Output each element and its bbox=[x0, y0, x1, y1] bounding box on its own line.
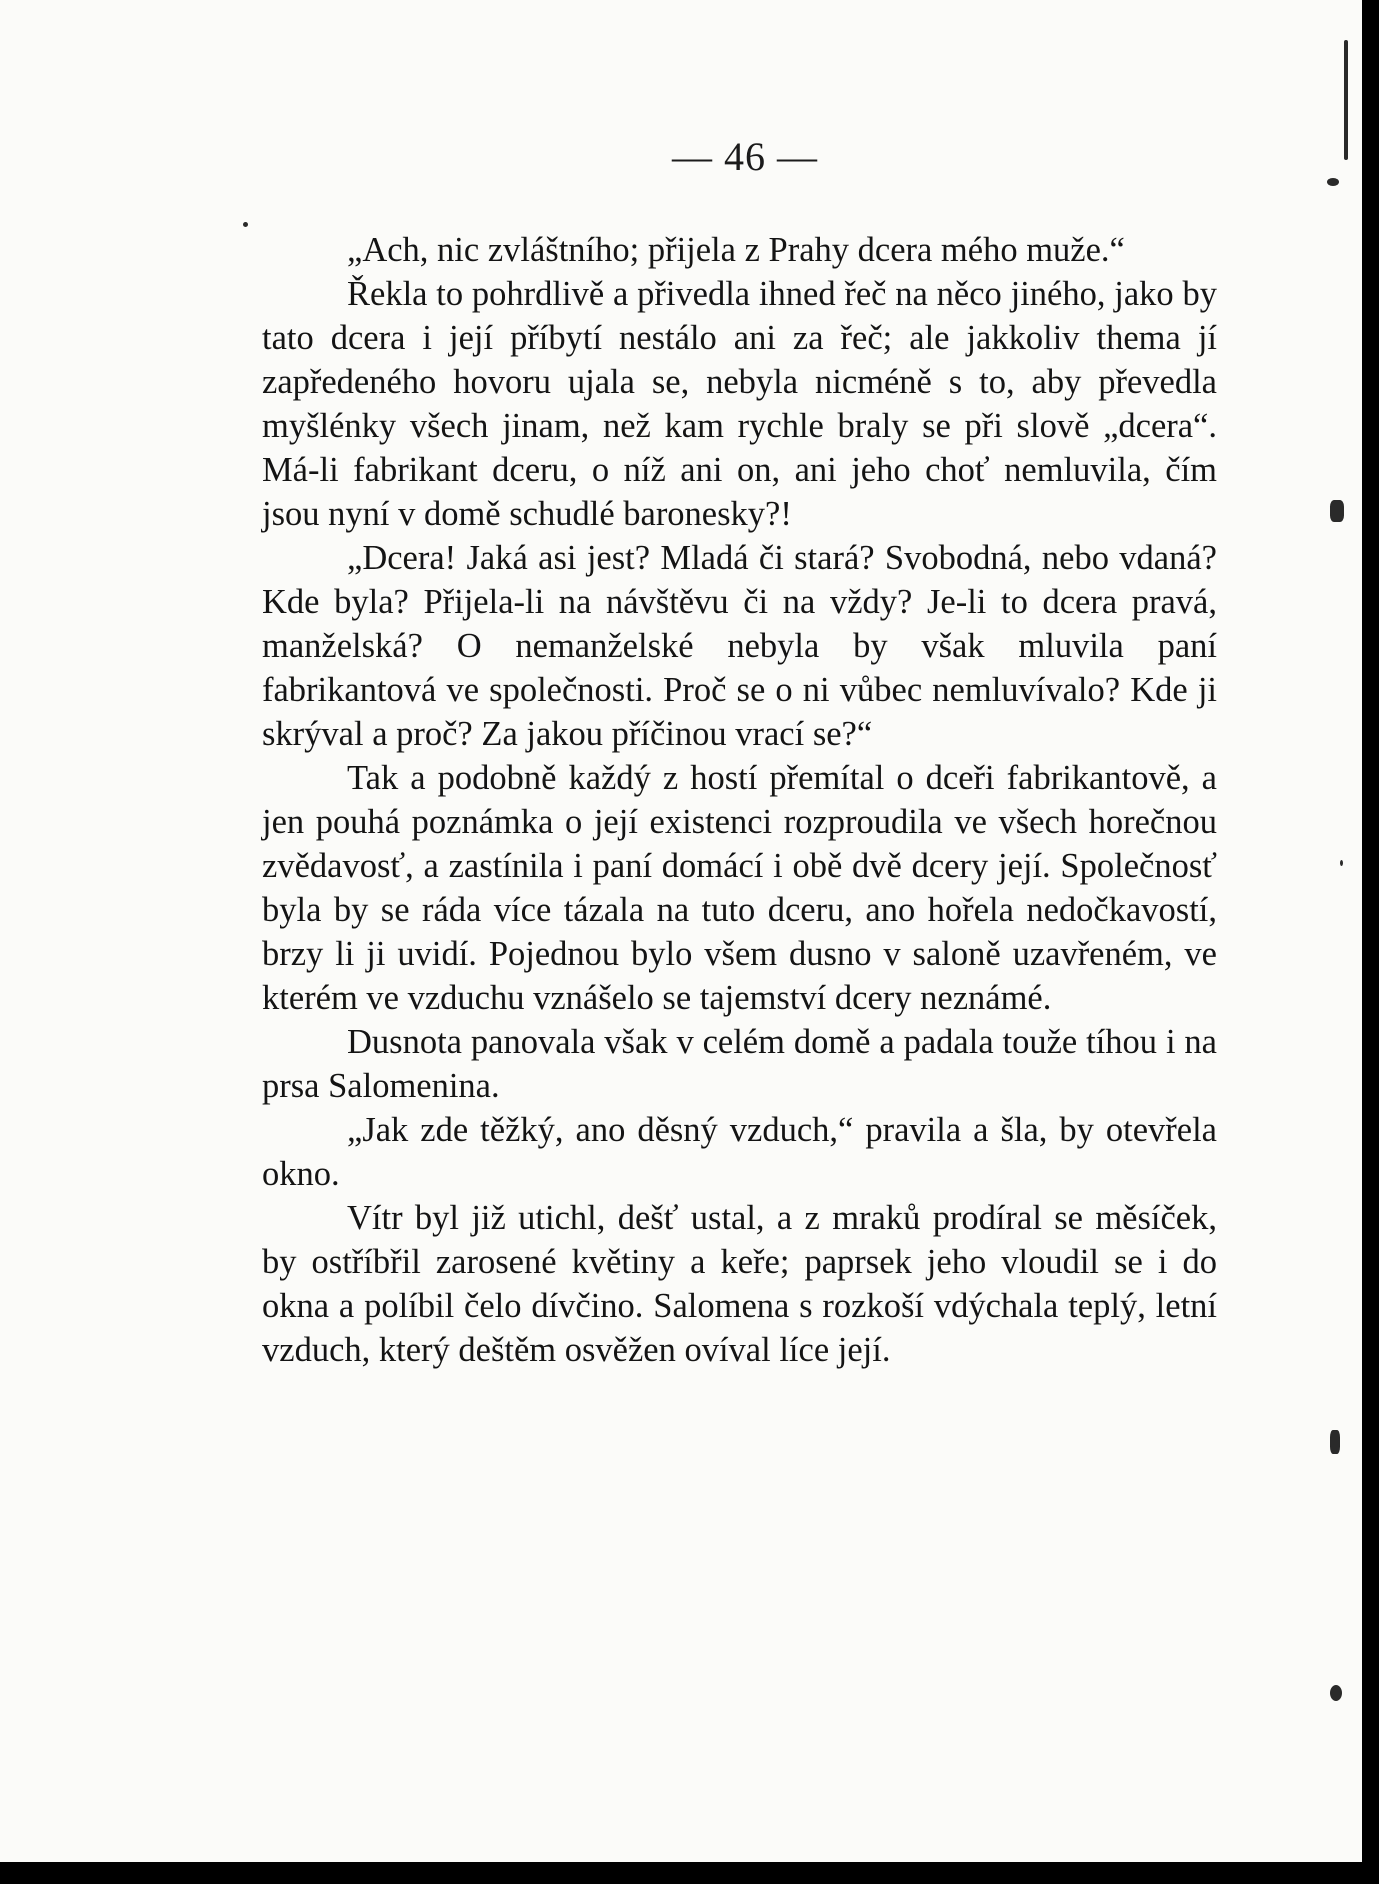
paragraph-3: „Dcera! Jaká asi jest? Mladá či stará? Svobodná, nebo vdaná? Kde byla? Přijela-li na návštěvu či na vždy? Je-li to dcera pravá, manželská? O nemanželské nebyla by však mluvila paní fabrikantová ve společnosti. Proč se o ni vůbec nemluvívalo? Kde ji skrýval a proč? Za jakou příčinou vrací se?“ bbox=[262, 539, 1217, 753]
paragraph-1: „Ach, nic zvláštního; přijela z Prahy dcera mého muže.“ bbox=[347, 231, 1125, 269]
scan-speck bbox=[1340, 860, 1343, 866]
scan-speck bbox=[1330, 500, 1344, 522]
scan-speck bbox=[1327, 178, 1339, 186]
paragraph-7: Vítr byl již utichl, dešť ustal, a z mraků prodíral se měsíček, by ostříbřil zarosené květiny a keře; paprsek jeho vloudil se i do okna a políbil čelo dívčino. Salomena s rozkoší vdýchala teplý, letní vzduch, který deštěm osvěžen ovíval líce její. bbox=[262, 1199, 1217, 1369]
body-text bbox=[262, 228, 1217, 1372]
scan-border-right bbox=[1362, 0, 1379, 1884]
scan-border-bottom bbox=[0, 1862, 1379, 1884]
paragraph-6: „Jak zde těžký, ano děsný vzduch,“ pravila a šla, by otevřela okno. bbox=[262, 1111, 1217, 1193]
page-number: — 46 — bbox=[672, 134, 818, 179]
scan-speck bbox=[243, 222, 248, 227]
scan-speck bbox=[1344, 40, 1348, 160]
paragraph-2: Řekla to pohrdlivě a přivedla ihned řeč na něco jiného, jako by tato dcera i její příbytí nestálo ani za řeč; ale jakkoliv thema jí zapředeného hovoru ujala se, nebyla nicméně s to, aby převedla myšlénky všech jinam, než kam rychle braly se při slově „dcera“. Má-li fabrikant dceru, o níž ani on, ani jeho choť nemluvila, čím jsou nyní v domě schudlé baronesky?! bbox=[262, 275, 1217, 533]
paragraph-4: Tak a podobně každý z hostí přemítal o dceři fabrikantově, a jen pouhá poznámka o její existenci rozproudila ve všech horečnou zvědavosť, a zastínila i paní domácí i obě dvě dcery její. Společnosť byla by se ráda více tázala na tuto dceru, ano hořela nedočkavostí, brzy li ji uvidí. Pojednou bylo všem dusno v saloně uzavřeném, ve kterém ve vzduchu vznášelo se tajemství dcery neznámé. bbox=[262, 759, 1217, 1017]
scan-speck bbox=[1330, 1685, 1342, 1701]
scan-speck bbox=[1330, 1430, 1340, 1454]
paragraph-5: Dusnota panovala však v celém domě a padala touže tíhou i na prsa Salomenina. bbox=[262, 1023, 1217, 1105]
